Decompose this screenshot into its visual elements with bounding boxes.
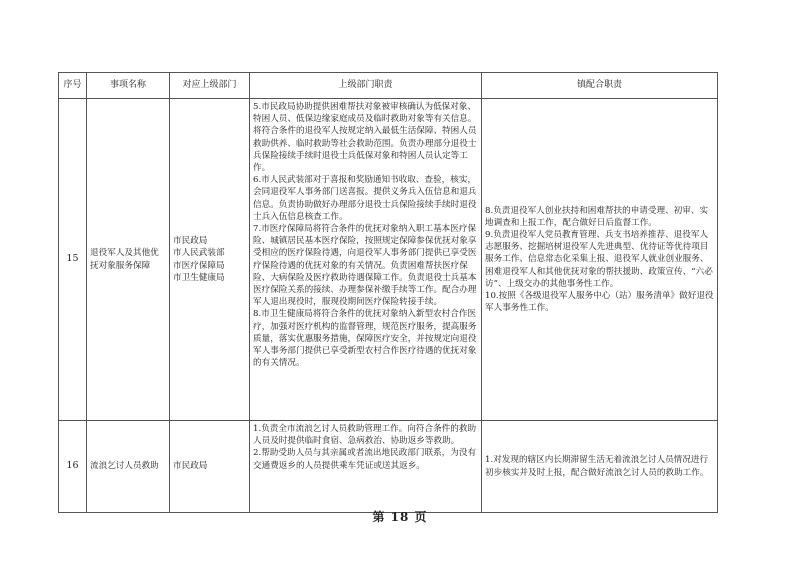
item-name: 退役军人及其他优抚对象服务保障: [87, 99, 170, 421]
department-list: [170, 99, 250, 421]
duty-paragraph: 1.对发现的辖区内长期滞留生活无着流浪乞讨人员情况进行初步核实并及时上报，配合做好流浪乞讨人员的救助工作。: [485, 455, 709, 478]
department-name: 市卫生健康局: [173, 272, 225, 283]
header-upper-department: 对应上级部门: [170, 73, 250, 99]
header-town-duties: 镇配合职责: [482, 73, 718, 99]
table-header-row: [59, 73, 718, 99]
header-upper-duties: 上级部门职责: [250, 73, 482, 99]
upper-duties-cell: [250, 99, 482, 421]
table-row: [59, 99, 718, 421]
department-list: [170, 421, 250, 513]
header-item-name: 事项名称: [87, 73, 170, 99]
page-number: 第 18 页: [372, 510, 428, 524]
table-row: [59, 421, 718, 513]
row-number: 15: [59, 99, 87, 421]
duty-paragraph: 8.负责退役军人创业扶持和困难帮扶的申请受理、初审、实地调查和上报工作，配合做好日后监督工作。: [485, 205, 709, 228]
department-name: 市人民武装部: [173, 248, 225, 259]
duty-paragraph: 10.按照《各级退役军人服务中心（站）服务清单》做好退役军人事务性工作。: [485, 291, 714, 314]
duty-paragraph: 6.市人民武装部对于喜报和奖励通知书收取、查验，核实，会同退役军人事务部门送喜报。提供义务兵入伍信息和退兵信息。负责协助做好办理部分退役士兵保险接续手续时退役士兵入伍信息核查工作。: [253, 175, 477, 222]
department-name: 市医疗保障局: [173, 260, 225, 271]
duty-paragraph: 5.市民政局协助提供困难帮扶对象被审核确认为低保对象、特困人员、低保边缘家庭成员及临时救助对象等有关信息。将符合条件的退役军人按规定纳入最低生活保障、特困人员救助供养、临时救助等社会救助范围。负责办理部分退役士兵保险接续手续时退役士兵低保对象和特困人员认定等工作。: [253, 102, 477, 174]
duty-paragraph: 7.市医疗保障局将符合条件的优抚对象纳入职工基本医疗保险、城镇居民基本医疗保险，按照规定保障参保优抚对象享受相应的医疗保险待遇，向退役军人事务部门提供已享受医疗保险待遇的优抚对象的有关情况。负责困难帮扶医疗保险、大病保险及医疗救助待遇保障工作。负责退役士兵基本医疗保险关系的接续、办理参保补缴手续等工作。配合办理军人退出现役时，服现役期间医疗保险转接手续。: [253, 224, 477, 308]
duty-paragraph: 9.负责退役军人党员教育管理、兵支书培养推荐、退役军人志愿服务、挖掘培树退役军人先进典型、优待证等优待项目服务工作、信息常态化采集上报、退役军人就业创业服务、困难退役军人和其他优抚对象的帮扶援助、政策宣传、“六必访”、上级交办的其他事务性工作。: [485, 229, 713, 289]
department-name: 市民政局: [173, 461, 208, 472]
duty-paragraph: 2.帮助受助人员与其亲属或者流出地民政部门联系，为没有交通费返乡的人员提供乘车凭证或送其返乡。: [253, 448, 477, 471]
town-duties-cell: [482, 99, 718, 421]
duty-paragraph: 1.负责全市流浪乞讨人员救助管理工作。向符合条件的救助人员及时提供临时食宿、急病救治、协助返乡等救助。: [253, 424, 477, 447]
duty-paragraph: 8.市卫生健康局将符合条件的优抚对象纳入新型农村合作医疗，加强对医疗机构的监督管理，规范医疗服务，提高服务质量，落实优惠服务措施，保障医疗安全，并按规定向退役军人事务部门提供已享受新型农村合作医疗待遇的优抚对象的有关情况。: [253, 309, 477, 369]
town-duties-cell: [482, 421, 718, 513]
duty-table: [58, 72, 718, 513]
row-number: 16: [59, 421, 87, 513]
header-serial-number: 序号: [59, 73, 87, 99]
upper-duties-cell: [250, 421, 482, 513]
department-name: 市民政局: [173, 236, 208, 247]
item-name: 流浪乞讨人员救助: [87, 421, 170, 513]
